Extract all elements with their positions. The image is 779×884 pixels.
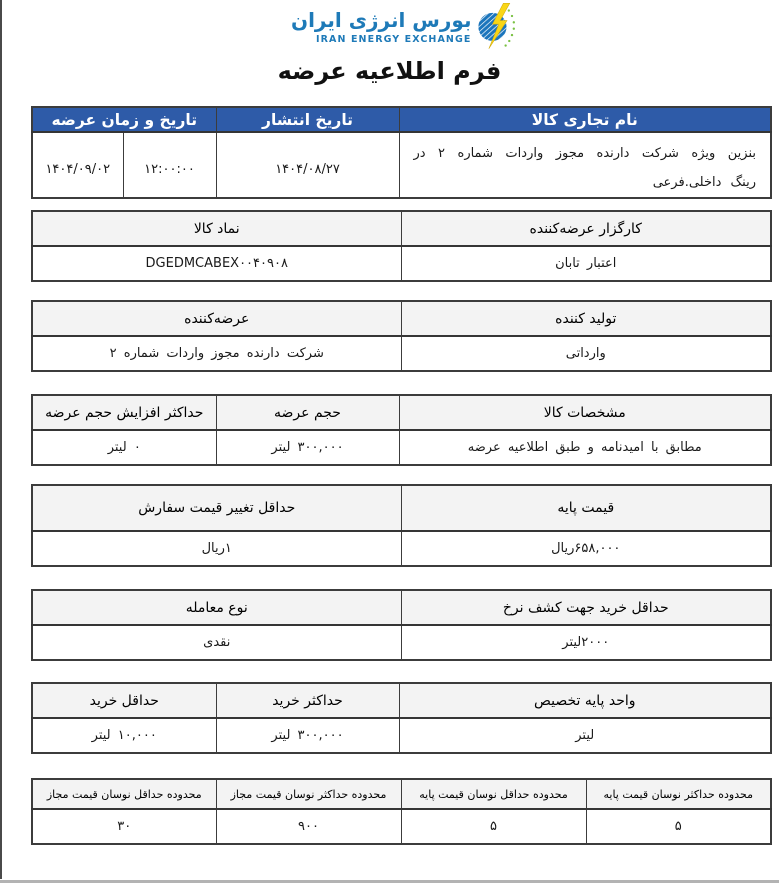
- table-row: [32, 246, 771, 281]
- base-price-value: ۶۵۸,۰۰۰ریال: [401, 531, 771, 566]
- header-max-base-price-fluctuation: محدوده حداکثر نوسان قیمت پایه: [586, 779, 771, 809]
- min-allowed-price-fluctuation-value: ۳۰: [32, 809, 216, 844]
- header-supplier: عرضه‌کننده: [32, 301, 401, 336]
- header-offer-datetime: تاریخ و زمان عرضه: [32, 107, 216, 132]
- header-max-purchase: حداکثر خرید: [216, 683, 399, 718]
- form-title: فرم اطلاعیه عرضه: [277, 57, 502, 85]
- min-purchase-value: ۱۰,۰۰۰ لیتر: [32, 718, 216, 753]
- table-row: [32, 132, 771, 198]
- table-row: [32, 718, 771, 753]
- base-allocation-unit-value: لیتر: [399, 718, 771, 753]
- header-offer-volume: حجم عرضه: [216, 395, 399, 430]
- iran-energy-exchange-logo: [291, 2, 517, 50]
- max-volume-increase-value: ۰ لیتر: [32, 430, 216, 465]
- base-price-table: [31, 484, 772, 567]
- commodity-trade-name-value: بنزین ویژه شرکت دارنده مجوز واردات شماره ۲ در رینگ داخلی.فرعی: [399, 132, 771, 198]
- allocation-purchase-table: [31, 682, 772, 754]
- min-purchase-rate-discovery-value: ۲۰۰۰لیتر: [401, 625, 771, 660]
- header-offering-broker: کارگزار عرضه‌کننده: [401, 211, 771, 246]
- trade-type-value: نقدی: [32, 625, 401, 660]
- header-max-allowed-price-fluctuation: محدوده حداکثر نوسان قیمت مجاز: [216, 779, 401, 809]
- table-row: [32, 531, 771, 566]
- min-order-price-change-value: ۱ریال: [32, 531, 401, 566]
- table-row: [32, 336, 771, 371]
- header-base-allocation-unit: واحد پایه تخصیص: [399, 683, 771, 718]
- header-trade-type: نوع معامله: [32, 590, 401, 625]
- header-min-order-price-change: حداقل تغییر قیمت سفارش: [32, 485, 401, 531]
- offering-broker-value: اعتبار تابان: [401, 246, 771, 281]
- max-purchase-value: ۳۰۰,۰۰۰ لیتر: [216, 718, 399, 753]
- table-row: [32, 809, 771, 844]
- logo-persian-name: بورس انرژی ایران: [291, 7, 472, 32]
- publish-date-value: ۱۴۰۴/۰۸/۲۷: [216, 132, 399, 198]
- offer-volume-value: ۳۰۰,۰۰۰ لیتر: [216, 430, 399, 465]
- header-min-purchase-rate-discovery: حداقل خرید جهت کشف نرخ: [401, 590, 771, 625]
- offer-summary-table: [31, 106, 772, 199]
- specs-volume-table: [31, 394, 772, 466]
- supplier-value: شرکت دارنده مجوز واردات شماره ۲: [32, 336, 401, 371]
- header-commodity-symbol: نماد کالا: [32, 211, 401, 246]
- header-min-purchase: حداقل خرید: [32, 683, 216, 718]
- commodity-symbol-value: DGEDMCABEX۰۰۴۰۹۰۸: [32, 246, 401, 281]
- producer-supplier-table: [31, 300, 772, 372]
- page-bottom-border: [0, 880, 779, 883]
- table-row: [32, 430, 771, 465]
- logo-english-name: IRAN ENERGY EXCHANGE: [316, 33, 472, 45]
- offer-date-value: ۱۴۰۴/۰۹/۰۲: [32, 132, 123, 198]
- broker-symbol-table: [31, 210, 772, 282]
- producer-value: وارداتی: [401, 336, 771, 371]
- logo-text-block: [291, 7, 471, 46]
- commodity-specs-value: مطابق با امیدنامه و طبق اطلاعیه عرضه: [399, 430, 771, 465]
- header-min-base-price-fluctuation: محدوده حداقل نوسان قیمت پایه: [401, 779, 586, 809]
- page-left-border: [0, 0, 2, 879]
- max-allowed-price-fluctuation-value: ۹۰۰: [216, 809, 401, 844]
- header-base-price: قیمت پایه: [401, 485, 771, 531]
- header-commodity-trade-name: نام تجاری کالا: [399, 107, 771, 132]
- header-min-allowed-price-fluctuation: محدوده حداقل نوسان قیمت مجاز: [32, 779, 216, 809]
- max-base-price-fluctuation-value: ۵: [586, 809, 771, 844]
- offer-time-value: ۱۲:۰۰:۰۰: [123, 132, 216, 198]
- min-base-price-fluctuation-value: ۵: [401, 809, 586, 844]
- header-producer: تولید کننده: [401, 301, 771, 336]
- header-publish-date: تاریخ انتشار: [216, 107, 399, 132]
- header-commodity-specs: مشخصات کالا: [399, 395, 771, 430]
- discovery-trade-type-table: [31, 589, 772, 661]
- table-row: [32, 625, 771, 660]
- header-max-volume-increase: حداکثر افزایش حجم عرضه: [32, 395, 216, 430]
- price-fluctuation-table: [31, 778, 772, 845]
- iex-globe-lightning-icon: [477, 2, 517, 50]
